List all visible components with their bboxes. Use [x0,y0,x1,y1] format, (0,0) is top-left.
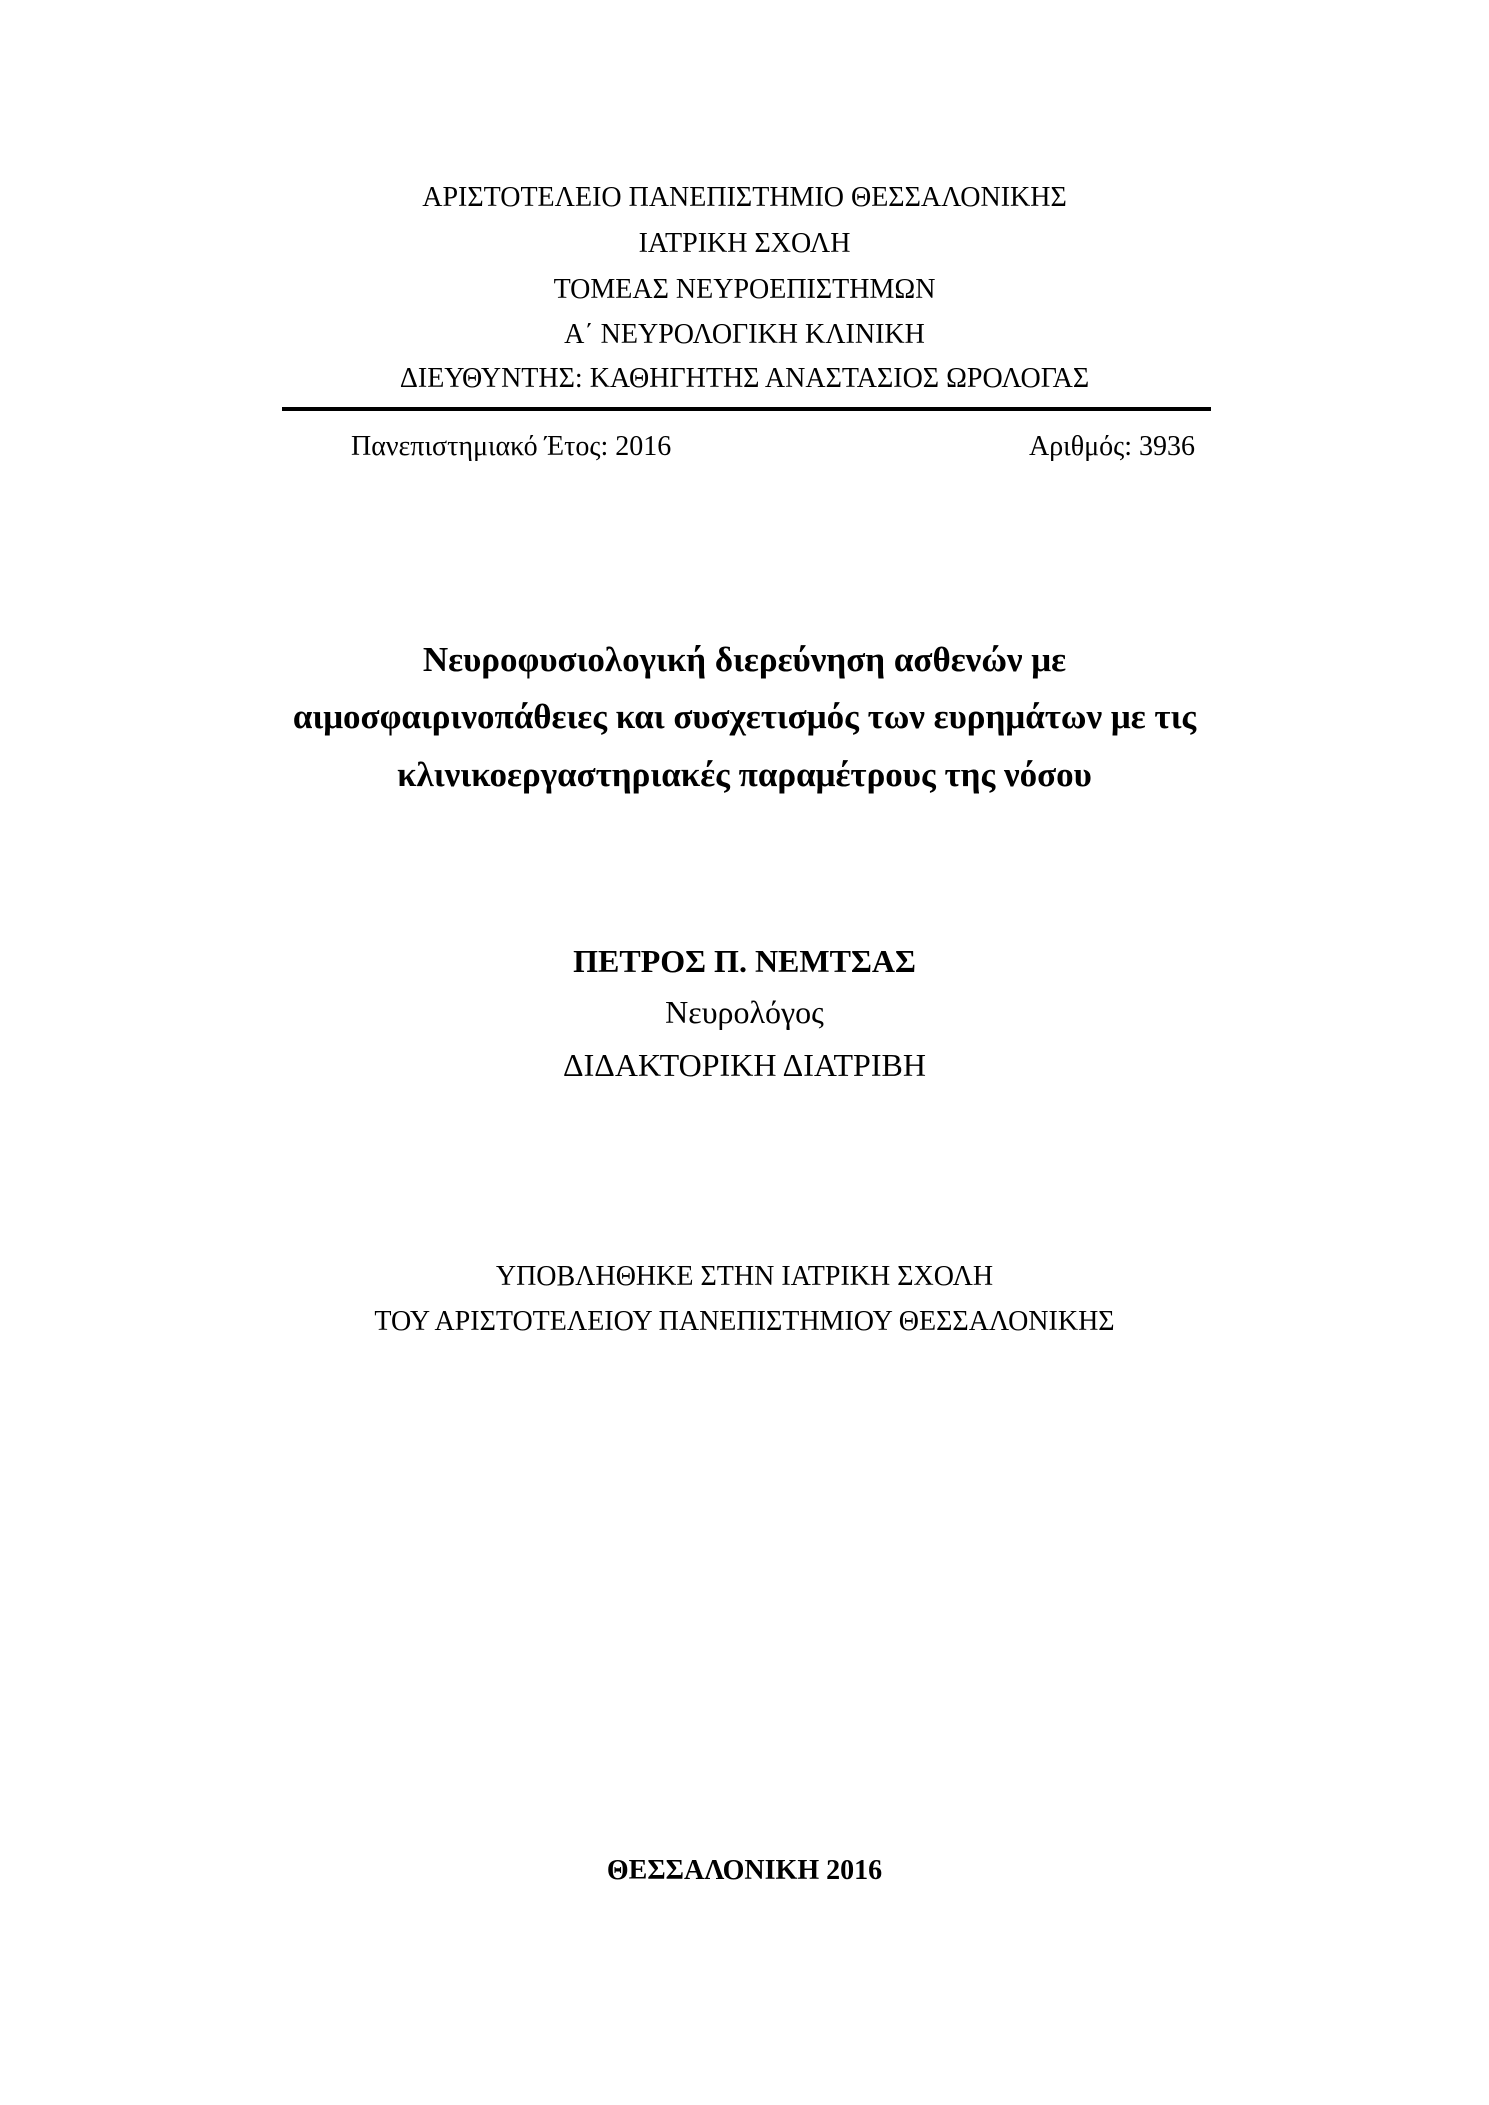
director-line: ΔΙΕΥΘΥΝΤΗΣ: ΚΑΘΗΓΗΤΗΣ ΑΝΑΣΤΑΣΙΟΣ ΩΡΟΛΟΓΑΣ [399,363,1090,394]
submission-line-2: ΤΟΥ ΑΡΙΣΤΟΤΕΛΕΙΟΥ ΠΑΝΕΠΙΣΤΗΜΙΟΥ ΘΕΣΣΑΛΟΝΙΚΗΣ [374,1306,1115,1337]
submission-line-1: ΥΠΟΒΛΗΘΗΚΕ ΣΤΗΝ ΙΑΤΡΙΚΗ ΣΧΟΛΗ [495,1261,994,1292]
thesis-title-line-3: κλινικοεργαστηριακές παραμέτρους της νόσου [397,755,1092,794]
academic-year: Πανεπιστημιακό Έτος: 2016 [351,431,672,462]
clinic-name: Α΄ ΝΕΥΡΟΛΟΓΙΚΗ ΚΛΙΝΙΚΗ [564,319,925,350]
thesis-number: Αριθμός: 3936 [1028,431,1195,462]
department-name: ΤΟΜΕΑΣ ΝΕΥΡΟΕΠΙΣΤΗΜΩΝ [553,274,936,305]
thesis-title-line-2: αιμοσφαιρινοπάθειες και συσχετισμός των ευρημάτων με τις [292,697,1197,736]
university-name: ΑΡΙΣΤΟΤΕΛΕΙΟ ΠΑΝΕΠΙΣΤΗΜΙΟ ΘΕΣΣΑΛΟΝΙΚΗΣ [422,182,1067,213]
author-name: ΠΕΤΡΟΣ Π. ΝΕΜΤΣΑΣ [573,943,916,979]
place-and-year: ΘΕΣΣΑΛΟΝΙΚΗ 2016 [606,1855,883,1886]
author-profession: Νευρολόγος [665,994,824,1030]
document-type: ΔΙΔΑΚΤΟΡΙΚΗ ΔΙΑΤΡΙΒΗ [563,1047,926,1083]
header-divider [282,407,1211,411]
school-name: ΙΑΤΡΙΚΗ ΣΧΟΛΗ [638,228,851,259]
thesis-title-line-1: Νευροφυσιολογική διερεύνηση ασθενών με [422,640,1067,679]
